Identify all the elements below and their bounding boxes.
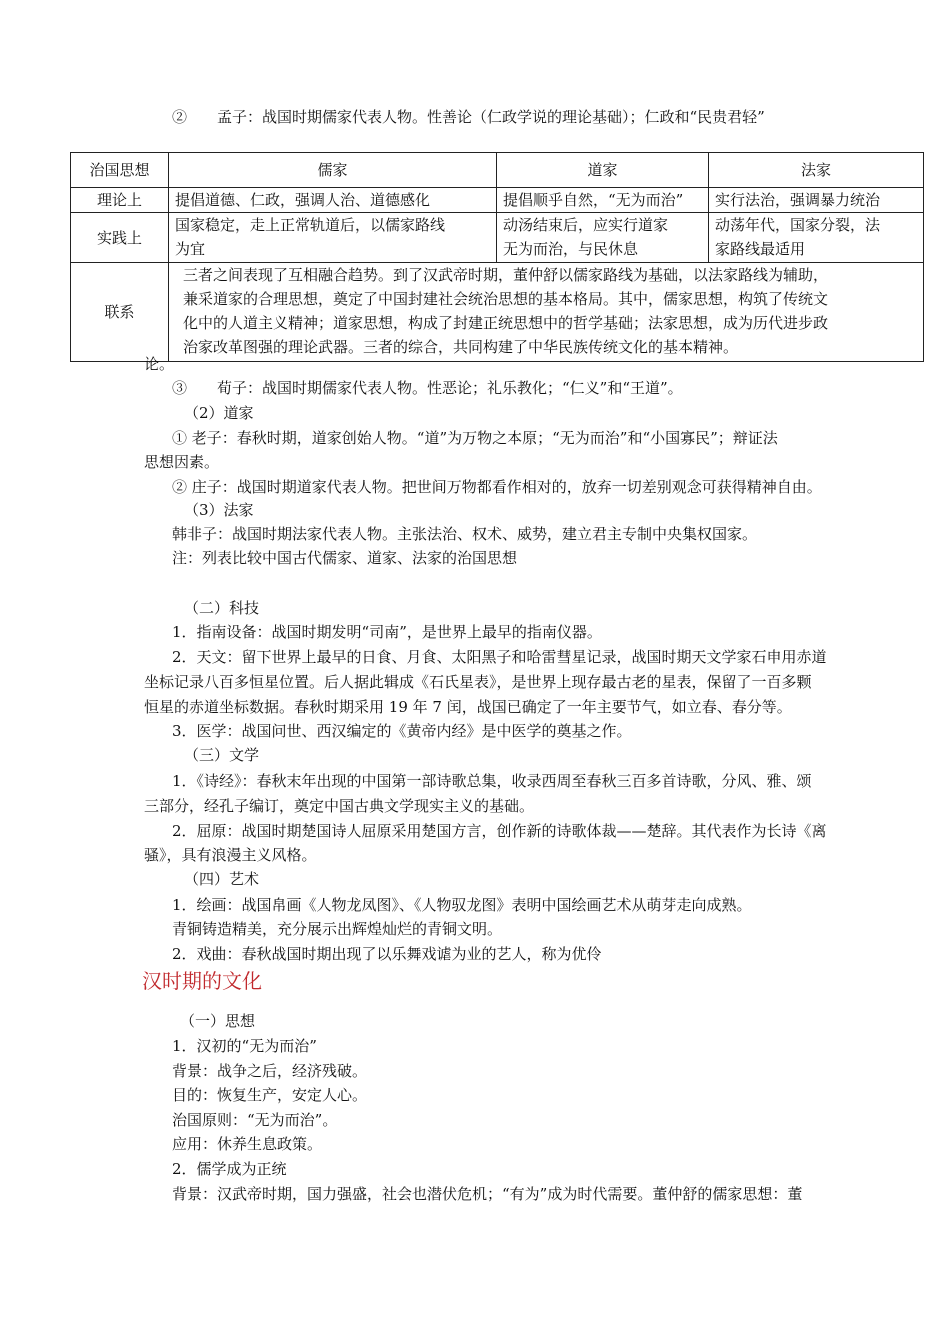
paragraph-line: 治国原则：“无为而治”。 <box>172 1111 338 1129</box>
header-cell: 治国思想 <box>71 153 169 188</box>
paragraph-line: 1．绘画：战国帛画《人物龙凤图》、《人物驭龙图》表明中国绘画艺术从萌芽走向成熟。 <box>172 896 752 914</box>
paragraph-line: 3．医学：战国问世、西汉编定的《黄帝内经》是中医学的奠基之作。 <box>172 722 632 740</box>
laozi-paragraph: ① 老子：春秋时期，道家创始人物。“道”为万物之本原；“无为而治”和“小国寡民”；辩证法 <box>172 429 778 447</box>
paragraph-line: 骚》，具有浪漫主义风格。 <box>144 846 317 864</box>
table-cell-line: 为宜 <box>175 240 206 258</box>
paragraph-line: 背景：汉武帝时期，国力强盛，社会也潜伏危机；“有为”成为时代需要。董仲舒的儒家思想：董 <box>172 1185 803 1203</box>
paragraph-line: 2．儒学成为正统 <box>172 1160 287 1178</box>
row-label: 实践上 <box>71 213 169 263</box>
table-cell <box>497 188 709 213</box>
governance-comparison-table <box>70 152 924 362</box>
section-heading-sixiang: （一）思想 <box>180 1012 256 1030</box>
paragraph-line: 背景：战争之后，经济残破。 <box>172 1062 368 1080</box>
table-cell <box>497 213 709 263</box>
paragraph-line: 2．戏曲：春秋战国时期出现了以乐舞戏谑为业的艺人，称为优伶 <box>172 945 602 963</box>
paragraph-line: 恒星的赤道坐标数据。春秋时期采用 19 年 7 闰，战国已确定了一年主要节气，如立春、春分等。 <box>144 698 792 716</box>
table-cell-line: 治家改革图强的理论武器。三者的综合，共同构建了中华民族传统文化的基本精神。 <box>183 338 739 356</box>
note-paragraph: 注：列表比较中国古代儒家、道家、法家的治国思想 <box>172 549 518 567</box>
laozi-paragraph-cont: 思想因素。 <box>144 453 220 471</box>
paragraph-line: 青铜铸造精美，充分展示出辉煌灿烂的青铜文明。 <box>172 920 503 938</box>
table-row <box>71 213 924 263</box>
row-label: 理论上 <box>71 188 169 213</box>
zhuangzi-paragraph: ② 庄子：战国时期道家代表人物。把世间万物都看作相对的，放弃一切差别观念可获得精神自由。 <box>172 478 822 496</box>
paragraph-line: 2．天文：留下世界上最早的日食、月食、太阳黑子和哈雷彗星记录，战国时期天文学家石申用赤道 <box>172 648 827 666</box>
section-heading-wenxue: （三）文学 <box>184 746 260 764</box>
paragraph-line: 论。 <box>144 355 175 373</box>
table-row <box>71 188 924 213</box>
table-cell-line: 动荡年代，国家分裂，法 <box>715 216 881 234</box>
paragraph-line: 1．指南设备：战国时期发明“司南”，是世界上最早的指南仪器。 <box>172 623 602 641</box>
table-cell: 提倡道德、仁政，强调人治、道德感化 <box>169 188 497 213</box>
paragraph-line: 目的：恢复生产，安定人心。 <box>172 1086 368 1104</box>
table-cell-line: 家路线最适用 <box>715 240 806 258</box>
table-cell-line: 三者之间表现了互相融合趋势。到了汉武帝时期，董仲舒以儒家路线为基础，以法家路线为辅助， <box>183 266 829 284</box>
table-cell-text: 提倡顺乎自然，“无为而治” <box>503 191 684 209</box>
xunzi-paragraph: ③ 荀子：战国时期儒家代表人物。性恶论；礼乐教化；“仁义”和“王道”。 <box>172 379 683 397</box>
table-cell <box>709 213 924 263</box>
hanfeizi-paragraph: 韩非子：战国时期法家代表人物。主张法治、权术、威势，建立君主专制中央集权国家。 <box>172 525 758 543</box>
header-cell: 儒家 <box>169 153 497 188</box>
row-label: 联系 <box>71 263 169 362</box>
paragraph-line: 1．汉初的“无为而治” <box>172 1037 317 1055</box>
paragraph-line: 2．屈原：战国时期楚国诗人屈原采用楚国方言，创作新的诗歌体裁——楚辞。其代表作为长诗《离 <box>172 822 827 840</box>
table-cell-line: 国家稳定，走上正常轨道后，以儒家路线 <box>175 216 446 234</box>
mencius-paragraph: ② 孟子：战国时期儒家代表人物。性善论（仁政学说的理论基础）；仁政和“民贵君轻” <box>172 108 765 126</box>
section-heading-fajia: （3）法家 <box>184 501 254 519</box>
table-cell-line: 动汤结束后，应实行道家 <box>503 216 669 234</box>
table-cell-line: 兼采道家的合理思想，奠定了中国封建社会统治思想的基本格局。其中，儒家思想，构筑了传统文 <box>183 290 829 308</box>
paragraph-line: 三部分，经孔子编订，奠定中国古典文学现实主义的基础。 <box>144 797 535 815</box>
paragraph-line: 1．《诗经》：春秋末年出现的中国第一部诗歌总集，收录西周至春秋三百多首诗歌，分风、雅、颂 <box>172 772 812 790</box>
section-heading-keji: （二）科技 <box>184 599 260 617</box>
table-cell <box>169 213 497 263</box>
table-header-row <box>71 153 924 188</box>
table-cell-line: 无为而治，与民休息 <box>503 240 639 258</box>
section-title-han: 汉时期的文化 <box>142 969 262 993</box>
table-cell-wide <box>169 263 924 362</box>
paragraph-line: 应用：休养生息政策。 <box>172 1135 323 1153</box>
paragraph-line: 坐标记录八百多恒星位置。后人据此辑成《石氏星表》，是世界上现存最古老的星表，保留了一百多颗 <box>144 673 812 691</box>
table-row <box>71 263 924 362</box>
table-cell-line: 化中的人道主义精神；道家思想，构成了封建正统思想中的哲学基础；法家思想，成为历代进步政 <box>183 314 829 332</box>
section-heading-yishu: （四）艺术 <box>184 870 260 888</box>
table-cell: 实行法治，强调暴力统治 <box>709 188 924 213</box>
header-cell: 道家 <box>497 153 709 188</box>
section-heading-daojia: （2）道家 <box>184 404 254 422</box>
header-cell: 法家 <box>709 153 924 188</box>
